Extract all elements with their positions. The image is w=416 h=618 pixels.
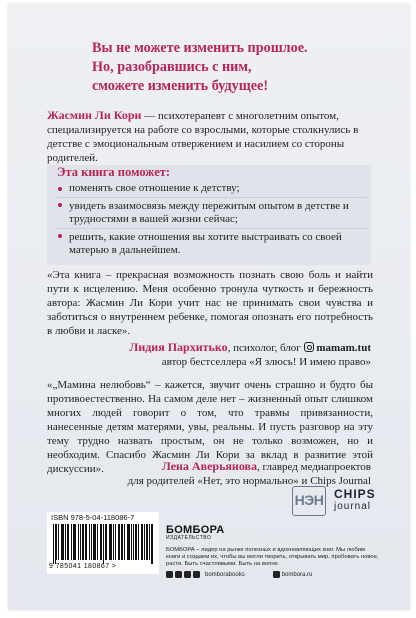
headline-quote bbox=[92, 39, 372, 96]
barcode-bar bbox=[55, 524, 56, 564]
barcode-bar bbox=[75, 524, 76, 560]
instagram-icon bbox=[304, 342, 314, 352]
barcode-bar bbox=[110, 524, 111, 560]
signature-line bbox=[47, 459, 371, 474]
publisher-social bbox=[166, 571, 380, 578]
reviewer-credit: для родителей «Нет, это нормально» и Chips Journal bbox=[127, 475, 371, 487]
reviewer-role: , психолог, блог bbox=[227, 342, 304, 354]
barcode-bar bbox=[147, 524, 148, 560]
barcode-bar bbox=[100, 524, 101, 560]
barcode-bar bbox=[119, 524, 120, 560]
barcode-bar bbox=[106, 524, 107, 560]
bombora-logo-text: БОМБОРА bbox=[166, 524, 225, 536]
barcode-bar bbox=[109, 524, 110, 560]
reviewer-name: Лена Аверьянова bbox=[161, 459, 258, 473]
barcode-bars bbox=[53, 524, 153, 564]
neh-logo: НЭН bbox=[292, 486, 326, 516]
social-handle: bomborabooks bbox=[205, 571, 245, 578]
barcode-bar bbox=[86, 524, 87, 560]
barcode-bar bbox=[115, 524, 116, 560]
review-signature bbox=[47, 459, 371, 488]
isbn-number: ISBN 978-5-04-118086-7 bbox=[51, 513, 135, 522]
review-text: «Эта книга – прекрасная возможность познать свою боль и найти пути к исцелению. Меня особенно тронула чуткость и бережность автора: Жасмин Ли Кори учит нас не принимать свои чувства и заботиться о внутреннем ребенке, помогая опознать его потребность в любви и ласке». bbox=[47, 269, 373, 337]
barcode-bar bbox=[146, 524, 147, 560]
benefit-item: поменять свое отношение к детству; bbox=[57, 182, 367, 195]
telegram-icon bbox=[184, 571, 191, 578]
barcode-bar bbox=[58, 524, 59, 560]
youtube-icon bbox=[175, 571, 182, 578]
barcode-bar bbox=[82, 524, 83, 560]
journal-logo-text: journal bbox=[334, 501, 372, 512]
quote-line: Но, разобравшись с ним, bbox=[92, 59, 252, 75]
globe-icon bbox=[273, 571, 280, 578]
vk-icon bbox=[166, 571, 173, 578]
barcode-bar bbox=[131, 524, 132, 560]
barcode-bar bbox=[127, 524, 128, 560]
chips-journal-logo bbox=[334, 488, 376, 513]
benefits-list bbox=[57, 182, 367, 259]
barcode-bar bbox=[56, 524, 57, 560]
barcode-bar bbox=[129, 524, 130, 560]
author-description: — психотерапевт с многолетним опытом, специализируется на работе со взрослыми, которые столкнулись в детстве с эмоциональным отвержением и насилием со стороны родителей. bbox=[47, 110, 359, 164]
barcode-bar bbox=[95, 524, 96, 560]
bombora-logo bbox=[166, 524, 225, 541]
review-text: «„Мамина нелюбовь“ – кажется, звучит очень страшно и будто бы противоестественно. На самом деле нет – жизненный опыт слишком многих людей говорит о том, что травмы привязанности, нанесенные детям матерями, увы, реальны. И пусть разговор на эту тему трудно назвать простым, он не только возможен, но и необходим. Спасибо Жасмин Ли Кори за вклад в развитие этой дискуссии». bbox=[47, 379, 373, 475]
benefit-item: увидеть взаимосвязь между пережитым опытом в детстве и трудностями в вашей жизни сейчас; bbox=[57, 197, 367, 226]
barcode-bar bbox=[111, 524, 112, 560]
author-intro bbox=[47, 108, 367, 165]
barcode-digits: 9 785041 180867 > bbox=[49, 563, 117, 570]
barcode-bar bbox=[124, 524, 125, 560]
barcode-bar bbox=[85, 524, 86, 560]
barcode-bar bbox=[142, 524, 143, 560]
barcode-bar bbox=[121, 524, 122, 560]
publisher-blurb: БОМБОРА – лидер на рынке полезных и вдохновляющих книг. Мы любим книги и создаем их, чтобы вы могли творить, открывать мир, пробовать новое, расти. Быть счастливыми. Быть на волне. bbox=[166, 547, 379, 567]
signature-line bbox=[47, 340, 371, 355]
barcode-bar bbox=[63, 524, 64, 560]
barcode-bar bbox=[136, 524, 137, 560]
barcode-bar bbox=[118, 524, 119, 560]
reviewer-name: Лидия Пархитько bbox=[129, 340, 228, 354]
quote-line: сможете изменить будущее! bbox=[92, 78, 269, 94]
barcode-bar bbox=[89, 524, 90, 560]
quote-line: Вы не можете изменить прошлое. bbox=[92, 40, 308, 56]
benefit-item: решить, какие отношения вы хотите выстраивать со своей матерью в дальнейшем. bbox=[57, 228, 367, 257]
barcode-bar bbox=[65, 524, 66, 560]
author-name: Жасмин Ли Кори bbox=[47, 108, 142, 122]
barcode-bar bbox=[152, 524, 153, 564]
barcode-bar bbox=[149, 524, 150, 560]
barcode-bar bbox=[74, 524, 75, 560]
review-signature bbox=[47, 340, 371, 369]
reviewer-role: , главред медиапроектов bbox=[257, 461, 371, 473]
barcode-bar bbox=[53, 524, 54, 564]
barcode-bar bbox=[135, 524, 136, 560]
barcode-bar bbox=[68, 524, 69, 560]
reviewer-credit: автор бестселлера «Я злюсь! И имею право» bbox=[161, 356, 371, 368]
barcode-bar bbox=[78, 524, 79, 560]
barcode bbox=[47, 512, 159, 574]
barcode-bar bbox=[113, 524, 114, 560]
barcode-bar bbox=[103, 524, 104, 564]
barcode-bar bbox=[73, 524, 74, 560]
barcode-bar bbox=[133, 524, 134, 560]
barcode-bar bbox=[97, 524, 98, 560]
barcode-bar bbox=[93, 524, 94, 560]
barcode-bar bbox=[83, 524, 84, 560]
barcode-bar bbox=[94, 524, 95, 560]
barcode-bar bbox=[71, 524, 72, 560]
barcode-bar bbox=[144, 524, 145, 560]
bombora-subtitle: ИЗДАТЕЛЬСТВО bbox=[166, 535, 212, 541]
instagram-icon bbox=[193, 571, 200, 578]
barcode-bar bbox=[62, 524, 63, 560]
barcode-bar bbox=[91, 524, 92, 560]
barcode-bar bbox=[122, 524, 123, 560]
barcode-bar bbox=[61, 524, 62, 560]
review-parkhitko bbox=[47, 268, 373, 338]
barcode-bar bbox=[80, 524, 81, 560]
blog-handle: mamam.tut bbox=[316, 342, 371, 354]
benefits-title: Эта книга поможет: bbox=[57, 165, 171, 179]
website-link: bombora.ru bbox=[281, 571, 313, 578]
barcode-bar bbox=[101, 524, 102, 560]
barcode-bar bbox=[141, 524, 142, 560]
barcode-bar bbox=[138, 524, 139, 560]
benefits-panel bbox=[47, 165, 371, 265]
barcode-bar bbox=[128, 524, 129, 560]
barcode-bar bbox=[67, 524, 68, 560]
barcode-bar bbox=[151, 524, 152, 564]
barcode-bar bbox=[105, 524, 106, 560]
chips-logo-text: CHIPS bbox=[334, 487, 376, 501]
